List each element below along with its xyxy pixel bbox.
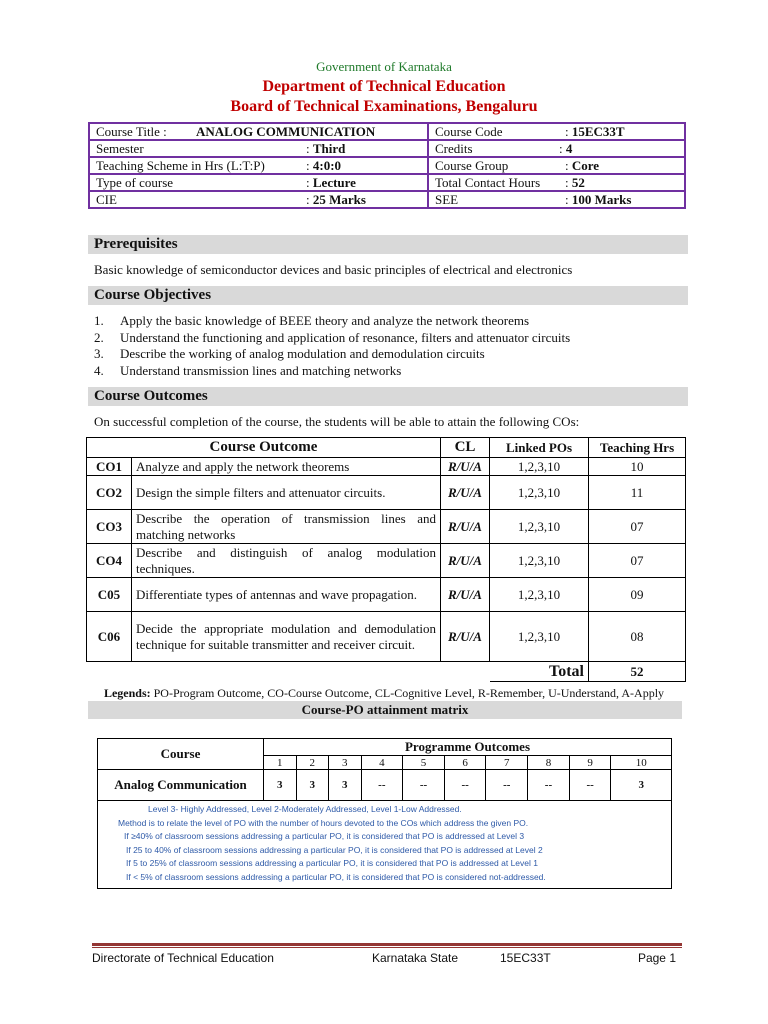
col-header-outcome: Course Outcome	[87, 438, 441, 458]
dept-heading: Department of Technical Education	[262, 78, 506, 95]
contact-label: Total Contact Hours	[435, 175, 541, 190]
type-label: Type of course	[96, 175, 174, 190]
footer-left: Directorate of Technical Education	[92, 951, 274, 965]
footer-state: Karnataka State	[372, 951, 459, 965]
footer-rule-thin	[92, 947, 682, 948]
outcomes-heading: Course Outcomes	[88, 387, 688, 406]
legend-label: Legends:	[103, 686, 151, 700]
table-row: CO1 Analyze and apply the network theorems R/U/A 1,2,3,10 10	[87, 458, 686, 476]
semester-value: Third	[312, 141, 346, 156]
col-header-pos: Linked POs	[490, 438, 589, 458]
credits-label: Credits	[435, 141, 473, 156]
footer-code: 15EC33T	[500, 951, 551, 965]
matrix-course-name: Analog Communication	[98, 770, 264, 801]
semester-label: Semester	[96, 141, 144, 156]
gov-heading: Government of Karnataka	[316, 59, 452, 74]
col-header-cl: CL	[441, 438, 490, 458]
col-header-hrs: Teaching Hrs	[589, 438, 686, 458]
teaching-value: 4:0:0	[312, 158, 342, 173]
see-label: SEE	[435, 192, 459, 207]
table-row: C05 Differentiate types of antennas and wave propagation. R/U/A 1,2,3,10 09	[87, 578, 686, 612]
course-code-value: 15EC33T	[571, 124, 625, 139]
group-label: Course Group	[435, 158, 509, 173]
course-code-label: Course Code	[435, 124, 503, 139]
credits-value: 4	[565, 141, 573, 156]
total-row	[87, 662, 686, 682]
total-label: Total	[490, 662, 589, 682]
objective-item: 3. Describe the working of analog modulation and demodulation circuits	[94, 346, 485, 361]
course-outcome-table	[86, 437, 686, 682]
po-matrix-table	[97, 738, 672, 889]
board-heading: Board of Technical Examinations, Bengaluru	[230, 98, 538, 115]
cie-value: 25 Marks	[312, 192, 366, 207]
objective-item: 1. Apply the basic knowledge of BEEE theory and analyze the network theorems	[94, 313, 530, 328]
total-value: 52	[589, 662, 686, 682]
group-value: Core	[571, 158, 600, 173]
course-title-label: Course Title :	[96, 124, 167, 139]
legend	[0, 686, 768, 701]
cie-label: CIE	[96, 192, 117, 207]
course-info-table: Course Title : ANALOG COMMUNICATION Course Code : 15EC33T Semester : Third Credits : 4 Teaching Scheme in Hrs (L:T:P) : 4:0:0 Course Group : Core Type of course : Lecture Total Contact Hours : 52 CIE : 25 Marks SEE : 100 Marks	[88, 122, 686, 209]
prereq-text: Basic knowledge of semiconductor devices and basic principles of electrical and electronics	[94, 262, 573, 277]
objectives-list	[94, 313, 570, 379]
table-row: CO3 Describe the operation of transmission lines and matching networks R/U/A 1,2,3,10 07	[87, 510, 686, 544]
course-title-value: ANALOG COMMUNICATION	[196, 124, 376, 139]
matrix-po-header: Programme Outcomes	[264, 739, 672, 756]
table-row: CO2 Design the simple filters and attenuator circuits. R/U/A 1,2,3,10 11	[87, 476, 686, 510]
po-number-row: 1 2 3 4 5 6 7 8 9 10	[98, 756, 672, 770]
objective-item: 4. Understand transmission lines and matching networks	[94, 362, 402, 378]
legend-text: PO-Program Outcome, CO-Course Outcome, CL-Cognitive Level, R-Remember, U-Understand, A-Apply	[153, 686, 665, 700]
matrix-title: Course-PO attainment matrix	[88, 701, 682, 719]
prereq-heading: Prerequisites	[88, 235, 688, 254]
contact-value: 52	[571, 175, 585, 190]
teaching-label: Teaching Scheme in Hrs (L:T:P)	[96, 158, 265, 173]
objective-item: 2. Understand the functioning and application of resonance, filters and attenuator circuits	[94, 329, 571, 345]
type-value: Lecture	[312, 175, 356, 190]
footer-rule	[92, 943, 682, 946]
table-row: C06 Decide the appropriate modulation and demodulation technique for suitable transmitter and receiver circuit. R/U/A 1,2,3,10 08	[87, 612, 686, 662]
see-value: 100 Marks	[571, 192, 632, 207]
table-row: CO4 Describe and distinguish of analog modulation techniques. R/U/A 1,2,3,10 07	[87, 544, 686, 578]
footer-page: Page 1	[637, 951, 676, 965]
outcomes-intro: On successful completion of the course, the students will be able to attain the following COs:	[94, 414, 580, 429]
matrix-course-header: Course	[98, 739, 264, 770]
po-value-row: Analog Communication 3 3 3 -- -- -- -- -- -- 3	[98, 770, 672, 801]
objectives-heading: Course Objectives	[88, 286, 688, 305]
matrix-notes: Level 3- Highly Addressed, Level 2-Moderately Addressed, Level 1-Low Addressed. Method is to relate the level of PO with the number of hours devoted to the COs which address the given PO. If ≥40% of classroom sessions addressing a particular PO, it is considered that PO is addressed at Level 3 If 25 to 40% of classroom sessions addressing a particular PO, it is considered that PO is addressed at Level 2 If 5 to 25% of classroom sessions addressing a particular PO, it is considered that PO is addressed at Level 1 If < 5% of classroom sessions addressing a particular PO, it is considered that PO is considered not-addressed.	[98, 801, 672, 889]
